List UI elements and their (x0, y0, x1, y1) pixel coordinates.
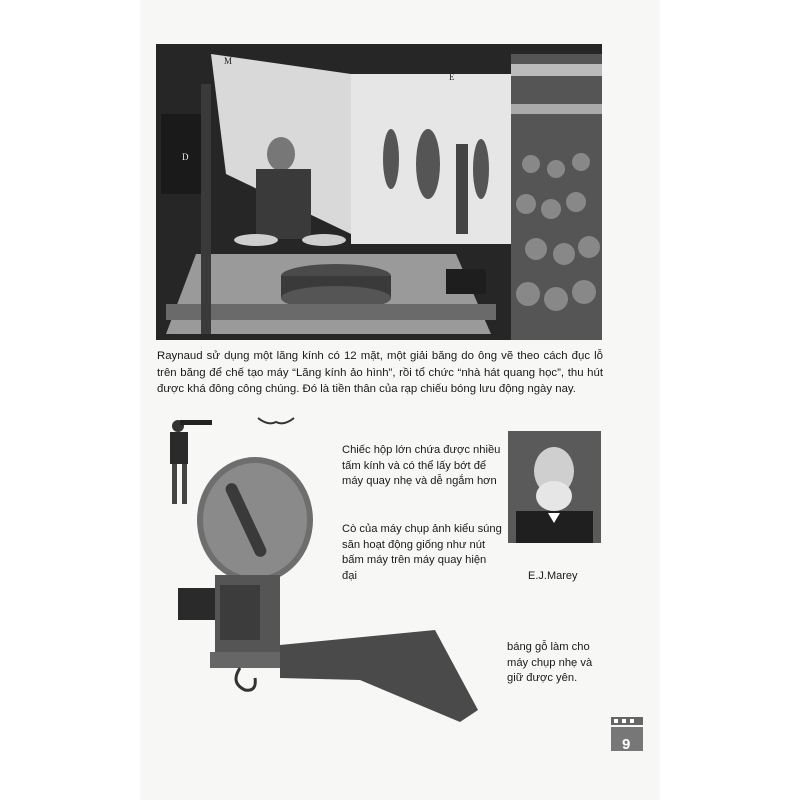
portrait-caption: E.J.Marey (528, 570, 578, 582)
note-wooden-stock: báng gỗ làm cho máy chụp nhẹ và giữ được yên. (507, 641, 593, 684)
page-number: 9 (622, 736, 631, 753)
engraving-label-d: D (182, 152, 189, 162)
note-trigger: Cò của máy chụp ảnh kiểu súng săn hoạt động giống như nút bấm máy trên máy quay hiện đại (342, 523, 502, 582)
engraving-label-m: M (224, 56, 233, 66)
note-glass-box: Chiếc hộp lớn chứa được nhiều tấm kính và có thể lấy bớt để máy quay nhẹ và dễ ngắm hơn (342, 444, 501, 487)
raynaud-theatre-engraving (156, 44, 602, 340)
bird-icon (258, 418, 294, 423)
marey-portrait (508, 431, 601, 543)
portrait-illustration (508, 431, 601, 543)
engraving-caption: Raynaud sử dụng một lăng kính có 12 mặt, một giải băng do ông vẽ theo cách đục lỗ trên băng để chế tạo máy “Lăng kính ảo hình”, rồi tổ chức “nhà hát quang học”, thu hút được khá đông công chúng. Đó là tiền thân của rạp chiếu bóng lưu động ngày nay. (157, 350, 603, 395)
engraving-label-e: E (449, 72, 455, 82)
engraving-illustration (156, 44, 602, 340)
